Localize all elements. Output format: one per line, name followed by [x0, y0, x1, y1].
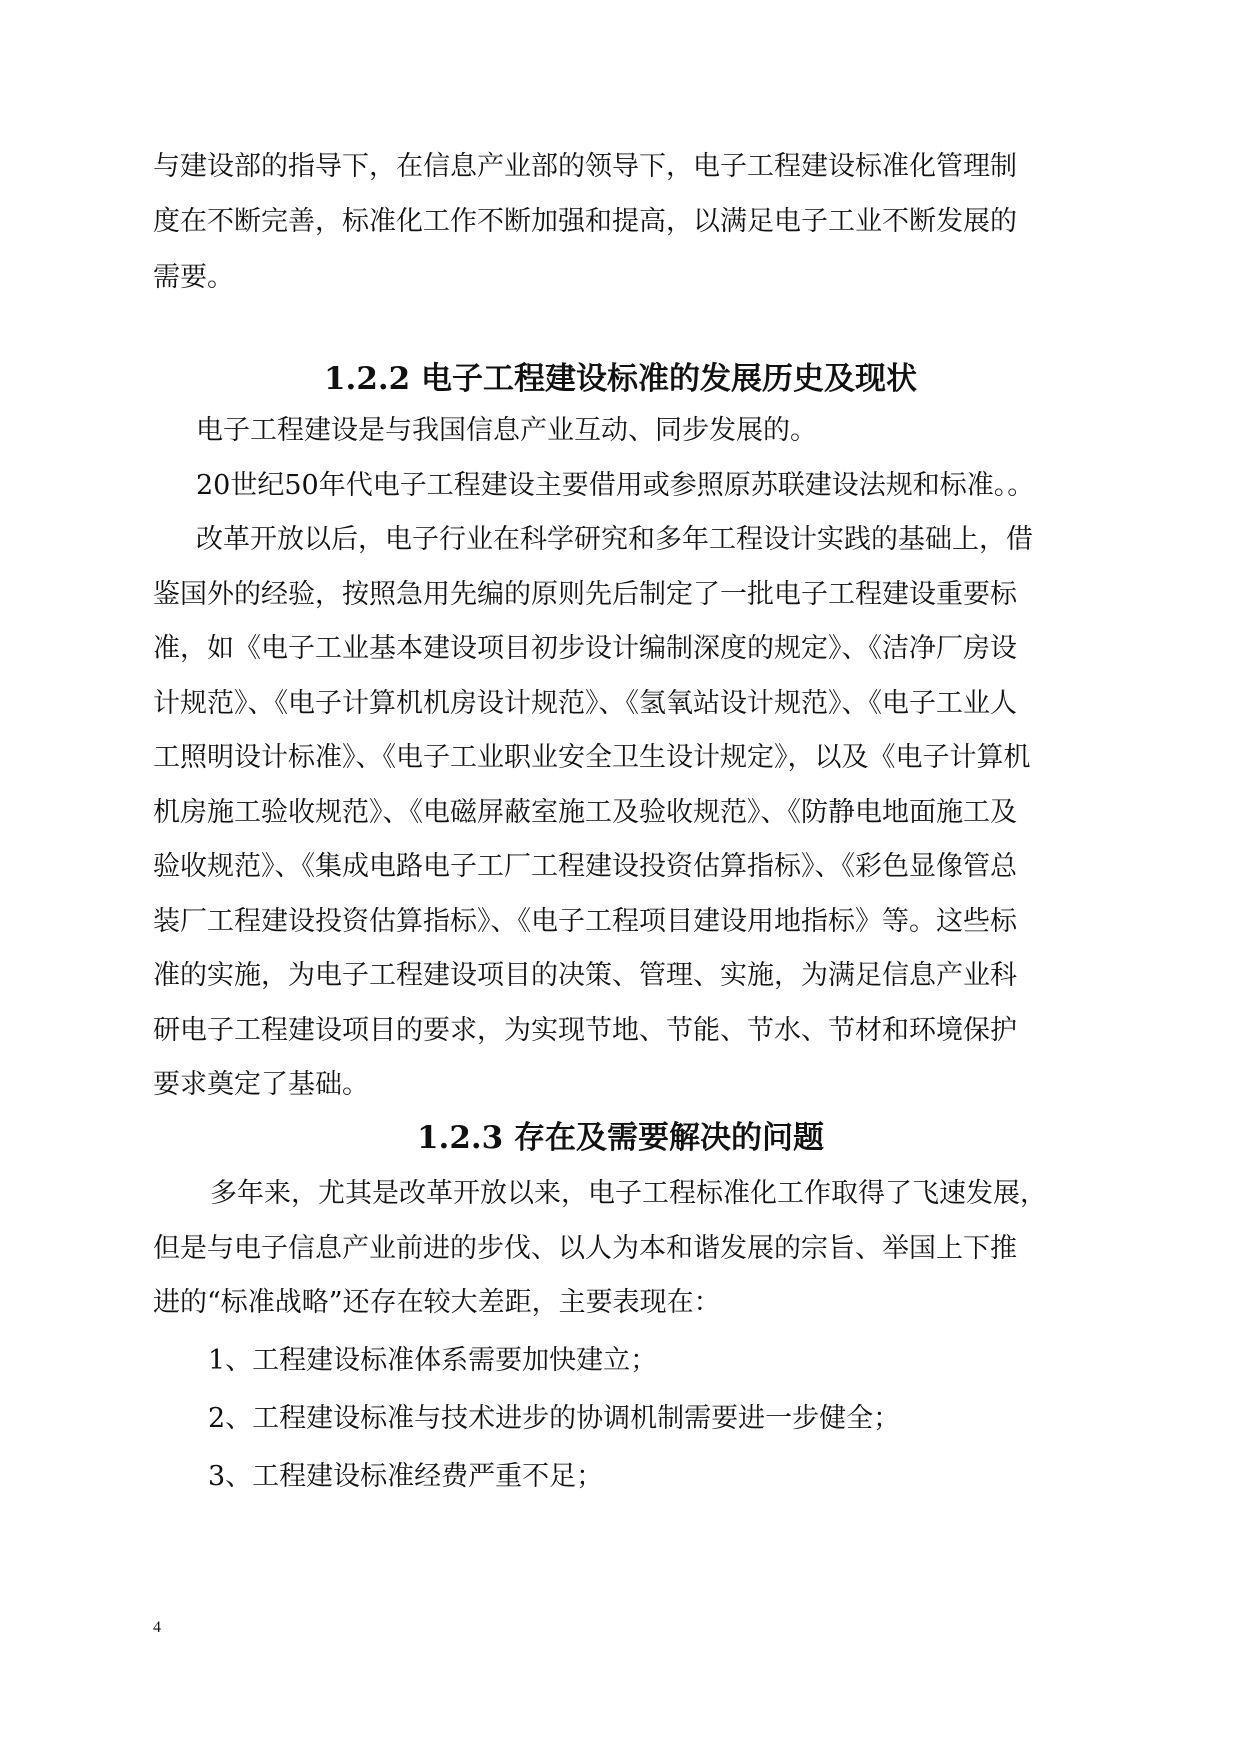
- paragraph-line: 准的实施，为电子工程建设项目的决策、管理、实施，为满足信息产业科: [153, 960, 1017, 991]
- paragraph-line: 进的“标准战略”还存在较大差距，主要表现在：: [153, 1287, 721, 1318]
- paragraph-line: 电子工程建设是与我国信息产业互动、同步发展的。: [196, 415, 817, 446]
- paragraph-line: 改革开放以后，电子行业在科学研究和多年工程设计实践的基础上，借: [196, 524, 1033, 555]
- paragraph-line: 20世纪50年代电子工程建设主要借用或参照原苏联建设法规和标准。。: [196, 470, 1035, 501]
- section-heading-1-2-3: 1.2.3 存在及需要解决的问题: [416, 1120, 825, 1156]
- paragraph-line: 多年来，尤其是改革开放以来，电子工程标准化工作取得了飞速发展，: [210, 1178, 1047, 1209]
- section-heading-1-2-2: 1.2.2 电子工程建设标准的发展历史及现状: [323, 361, 918, 397]
- paragraph-line: 工照明设计标准》、《电子工业职业安全卫生设计规定》，以及《电子计算机: [153, 742, 1031, 773]
- paragraph-line: 准，如《电子工业基本建设项目初步设计编制深度的规定》、《洁净厂房设: [153, 633, 1017, 664]
- list-item: 1、工程建设标准体系需要加快建立；: [208, 1345, 658, 1376]
- intro-line: 与建设部的指导下，在信息产业部的领导下，电子工程建设标准化管理制: [153, 151, 1017, 182]
- intro-line: 度在不断完善，标准化工作不断加强和提高，以满足电子工业不断发展的: [153, 206, 1017, 237]
- list-item: 3、工程建设标准经费严重不足；: [208, 1461, 604, 1492]
- paragraph-line: 机房施工验收规范》、《电磁屏蔽室施工及验收规范》、《防静电地面施工及: [153, 797, 1017, 828]
- intro-line: 需要。: [153, 262, 234, 293]
- paragraph-line: 计规范》、《电子计算机机房设计规范》、《氢氧站设计规范》、《电子工业人: [153, 688, 1017, 719]
- paragraph-line: 要求奠定了基础。: [153, 1069, 369, 1100]
- paragraph-line: 验收规范》、《集成电路电子工厂工程建设投资估算指标》、《彩色显像管总: [153, 851, 1017, 882]
- page-number: 4: [153, 1619, 161, 1636]
- paragraph-line: 鉴国外的经验，按照急用先编的原则先后制定了一批电子工程建设重要标: [153, 579, 1017, 610]
- paragraph-line: 但是与电子信息产业前进的步伐、以人为本和谐发展的宗旨、举国上下推: [153, 1233, 1017, 1264]
- list-item: 2、工程建设标准与技术进步的协调机制需要进一步健全；: [208, 1403, 901, 1434]
- paragraph-line: 研电子工程建设项目的要求，为实现节地、节能、节水、节材和环境保护: [153, 1015, 1017, 1046]
- paragraph-line: 装厂工程建设投资估算指标》、《电子工程项目建设用地指标》等。这些标: [153, 906, 1017, 937]
